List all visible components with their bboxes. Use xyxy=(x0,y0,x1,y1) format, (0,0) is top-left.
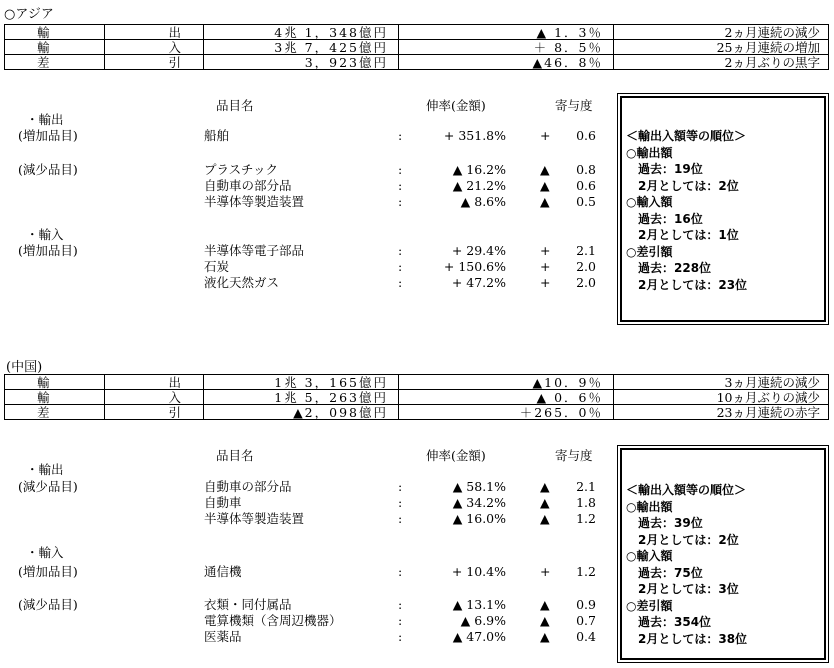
summary-rate: ▲ 0．6％ xyxy=(399,390,614,405)
colon: : xyxy=(398,613,403,628)
growth-rate: ▲ 34.2% xyxy=(452,495,506,510)
item-name: 自動車の部分品 xyxy=(204,178,292,193)
contrib-value: 0.9 xyxy=(576,597,596,612)
contrib-sign: + xyxy=(540,564,551,579)
summary-amount: 3，923億円 xyxy=(204,55,399,70)
table-row xyxy=(5,375,829,390)
contrib-value: 0.7 xyxy=(576,613,596,628)
contrib-sign: ▲ xyxy=(540,479,550,494)
item-name: プラスチック xyxy=(204,162,279,177)
ranking-line: 2月としては：1位 xyxy=(638,228,739,242)
summary-amount: ▲2，098億円 xyxy=(204,405,399,420)
item-name: 船舶 xyxy=(204,128,230,143)
header-rate: 伸率(金額) xyxy=(426,448,486,463)
summary-label: 差 xyxy=(5,55,105,70)
import-label: ・輸入 xyxy=(26,227,64,242)
contrib-value: 1.8 xyxy=(576,495,596,510)
contrib-value: 1.2 xyxy=(576,564,596,579)
contrib-value: 2.1 xyxy=(576,243,596,258)
summary-note: 25ヵ月連続の増加 xyxy=(614,40,829,55)
contrib-sign: + xyxy=(540,128,551,143)
summary-rate: ＋ 8．5％ xyxy=(399,40,614,55)
item-name: 電算機類（含周辺機器） xyxy=(204,613,342,628)
summary-label: 出 xyxy=(105,25,204,40)
table-row xyxy=(0,128,610,144)
summary-rate: ▲10．9％ xyxy=(399,375,614,390)
item-name: 石炭 xyxy=(204,259,230,274)
category: (減少品目) xyxy=(18,479,78,494)
table-row xyxy=(5,55,829,70)
category: (増加品目) xyxy=(18,243,78,258)
summary-label: 差 xyxy=(5,405,105,420)
item-name: 自動車の部分品 xyxy=(204,479,292,494)
colon: : xyxy=(398,495,403,510)
colon: : xyxy=(398,194,403,209)
colon: : xyxy=(398,243,403,258)
table-row xyxy=(0,178,610,194)
table-row xyxy=(5,25,829,40)
growth-rate: ▲ 58.1% xyxy=(452,479,506,494)
ranking-line: 2月としては：2位 xyxy=(638,178,739,193)
ranking-line: 過去：228位 xyxy=(638,261,712,275)
ranking-line: ○輸入額 xyxy=(626,195,673,209)
ranking-line: ○差引額 xyxy=(626,244,673,259)
table-row xyxy=(0,597,610,613)
category: (減少品目) xyxy=(18,162,78,177)
growth-rate: ▲ 8.6% xyxy=(460,194,506,209)
growth-rate: ▲ 47.0% xyxy=(452,629,506,644)
contrib-sign: + xyxy=(540,275,551,290)
contrib-value: 2.0 xyxy=(576,275,596,290)
export-label: ・輸出 xyxy=(26,112,64,127)
table-row xyxy=(0,194,610,210)
ranking-line: ○輸出額 xyxy=(626,499,673,514)
colon: : xyxy=(398,629,403,644)
item-name: 衣類・同付属品 xyxy=(204,597,292,612)
header-item: 品目名 xyxy=(216,448,254,463)
growth-rate: + 10.4% xyxy=(451,564,506,579)
contrib-sign: ▲ xyxy=(540,511,550,526)
summary-rate: ＋265．0％ xyxy=(399,405,614,420)
asia-summary-table xyxy=(4,24,829,70)
asia-ranking-box xyxy=(620,96,826,322)
summary-note: 3ヵ月連続の減少 xyxy=(614,375,829,390)
summary-label: 引 xyxy=(105,55,204,70)
table-row xyxy=(0,629,610,645)
table-row xyxy=(0,564,610,580)
contrib-value: 0.5 xyxy=(576,194,596,209)
growth-rate: + 351.8% xyxy=(443,128,506,143)
table-row xyxy=(5,405,829,420)
category: (増加品目) xyxy=(18,128,78,143)
contrib-sign: ▲ xyxy=(540,613,550,628)
colon: : xyxy=(398,128,403,143)
growth-rate: ▲ 13.1% xyxy=(452,597,506,612)
ranking-line: 過去：39位 xyxy=(638,516,703,530)
table-row xyxy=(0,162,610,178)
table-row xyxy=(0,613,610,629)
header-rate: 伸率(金額) xyxy=(426,98,486,113)
contrib-value: 2.0 xyxy=(576,259,596,274)
item-name: 自動車 xyxy=(204,495,242,510)
ranking-line: 過去：16位 xyxy=(638,211,703,226)
summary-label: 輸 xyxy=(5,390,105,405)
summary-note: 2ヵ月ぶりの黒字 xyxy=(614,55,829,70)
ranking-title: ＜輸出入額等の順位＞ xyxy=(626,129,747,143)
ranking-line: 2月としては：2位 xyxy=(638,532,739,547)
export-label: ・輸出 xyxy=(26,462,64,477)
colon: : xyxy=(398,511,403,526)
colon: : xyxy=(398,178,403,193)
contrib-sign: ▲ xyxy=(540,629,550,644)
asia-title: ○アジア xyxy=(4,7,54,22)
contrib-sign: ▲ xyxy=(540,162,550,177)
table-row xyxy=(0,243,610,259)
summary-amount: 1兆 3，165億円 xyxy=(204,375,399,390)
contrib-value: 0.8 xyxy=(576,162,596,177)
table-row xyxy=(0,275,610,291)
contrib-sign: ▲ xyxy=(540,194,550,209)
contrib-value: 0.4 xyxy=(576,629,596,644)
contrib-value: 1.2 xyxy=(576,511,596,526)
summary-note: 23ヵ月連続の赤字 xyxy=(614,405,829,420)
ranking-line: ○輸入額 xyxy=(626,549,673,563)
china-ranking-box xyxy=(620,448,826,660)
item-name: 半導体等製造装置 xyxy=(204,194,305,209)
contrib-sign: ▲ xyxy=(540,495,550,510)
growth-rate: ▲ 16.0% xyxy=(452,511,506,526)
colon: : xyxy=(398,275,403,290)
header-item: 品目名 xyxy=(216,98,254,113)
growth-rate: ▲ 6.9% xyxy=(460,613,506,628)
summary-label: 輸 xyxy=(5,375,105,390)
summary-label: 引 xyxy=(105,405,204,420)
ranking-line: ○輸出額 xyxy=(626,145,673,160)
growth-rate: ▲ 21.2% xyxy=(452,178,506,193)
ranking-line: 2月としては：3位 xyxy=(638,582,739,596)
table-row xyxy=(0,495,610,511)
header-contrib: 寄与度 xyxy=(555,98,593,113)
item-name: 通信機 xyxy=(204,564,242,579)
contrib-value: 0.6 xyxy=(576,128,596,143)
category: (増加品目) xyxy=(18,564,78,579)
ranking-line: 2月としては：23位 xyxy=(638,277,748,292)
ranking-line: 過去：19位 xyxy=(638,162,703,176)
summary-note: 10ヵ月ぶりの減少 xyxy=(614,390,829,405)
colon: : xyxy=(398,259,403,274)
header-contrib: 寄与度 xyxy=(555,448,593,463)
item-name: 医薬品 xyxy=(204,629,242,644)
summary-label: 輸 xyxy=(5,25,105,40)
table-row xyxy=(0,479,610,495)
summary-rate: ▲46．8％ xyxy=(399,55,614,70)
contrib-value: 0.6 xyxy=(576,178,596,193)
contrib-value: 2.1 xyxy=(576,479,596,494)
item-name: 半導体等製造装置 xyxy=(204,511,305,526)
growth-rate: + 47.2% xyxy=(451,275,506,290)
contrib-sign: ▲ xyxy=(540,597,550,612)
table-row xyxy=(5,390,829,405)
import-label: ・輸入 xyxy=(26,545,64,560)
table-row xyxy=(5,40,829,55)
ranking-line: 過去：75位 xyxy=(638,565,703,580)
contrib-sign: ▲ xyxy=(540,178,550,193)
growth-rate: ▲ 16.2% xyxy=(452,162,506,177)
summary-label: 入 xyxy=(105,40,204,55)
ranking-line: ○差引額 xyxy=(626,598,673,613)
ranking-line: 過去：354位 xyxy=(638,615,712,629)
contrib-sign: + xyxy=(540,243,551,258)
colon: : xyxy=(398,597,403,612)
item-name: 半導体等電子部品 xyxy=(204,243,305,258)
ranking-line: 2月としては：38位 xyxy=(638,631,748,646)
colon: : xyxy=(398,162,403,177)
table-row xyxy=(0,511,610,527)
china-summary-table xyxy=(4,374,829,420)
summary-label: 輸 xyxy=(5,40,105,55)
colon: : xyxy=(398,479,403,494)
summary-amount: 1兆 5，263億円 xyxy=(204,390,399,405)
ranking-title: ＜輸出入額等の順位＞ xyxy=(626,483,747,497)
summary-label: 出 xyxy=(105,375,204,390)
table-row xyxy=(0,259,610,275)
summary-amount: 4兆 1，348億円 xyxy=(204,25,399,40)
summary-amount: 3兆 7，425億円 xyxy=(204,40,399,55)
summary-label: 入 xyxy=(105,390,204,405)
growth-rate: + 150.6% xyxy=(443,259,506,274)
colon: : xyxy=(398,564,403,579)
contrib-sign: + xyxy=(540,259,551,274)
category: (減少品目) xyxy=(18,597,78,612)
item-name: 液化天然ガス xyxy=(204,275,280,290)
summary-rate: ▲ 1．3％ xyxy=(399,25,614,40)
growth-rate: + 29.4% xyxy=(451,243,506,258)
summary-note: 2ヵ月連続の減少 xyxy=(614,25,829,40)
china-title: (中国) xyxy=(6,360,43,375)
